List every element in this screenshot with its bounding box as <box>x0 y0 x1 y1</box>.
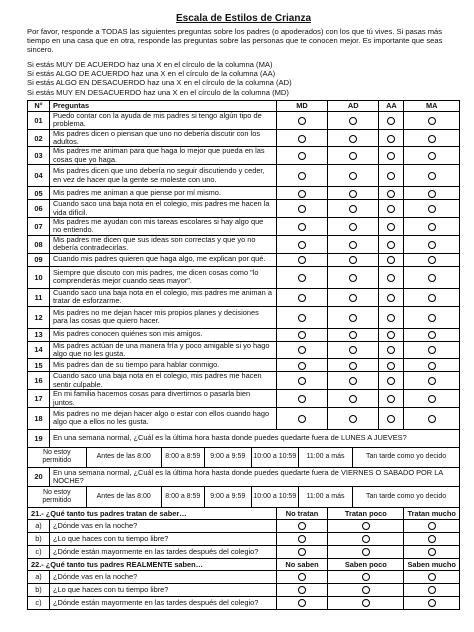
question-row <box>28 218 460 236</box>
radio-circle-icon[interactable] <box>362 522 370 530</box>
question-text: Cuando mis padres quieren que haga algo, me explican por qué. <box>49 253 276 266</box>
radio-circle-icon[interactable] <box>428 117 436 125</box>
radio-circle-icon[interactable] <box>362 573 370 581</box>
question-number: 11 <box>28 288 50 306</box>
question-row <box>28 359 460 372</box>
question-text: Mis padres actúan de una manera fría y poco amigable si yo hago algo que no les gusta. <box>49 341 276 359</box>
q20-option[interactable]: 8:00 a 8:59 <box>161 486 204 507</box>
question-text: Mis padres no me dejan hacer mis propios planes y decisiones para las cosas que quiero hacer. <box>49 306 276 328</box>
radio-circle-icon[interactable] <box>387 241 395 249</box>
q20-question: En una semana normal, ¿Cuál es la última hora hasta donde puedes quedarte fuera de VIERNES O SABADO POR LA NOCHE? <box>49 467 459 486</box>
radio-circle-icon[interactable] <box>362 586 370 594</box>
q21-col-header: No tratan <box>276 507 327 519</box>
option-ma[interactable] <box>404 359 460 372</box>
question-row <box>28 129 460 147</box>
radio-circle-icon[interactable] <box>428 274 436 282</box>
option-ad[interactable] <box>328 200 379 218</box>
radio-circle-icon[interactable] <box>428 395 436 403</box>
q22-option-1[interactable] <box>276 570 327 583</box>
q21-option-1[interactable] <box>276 519 327 532</box>
radio-circle-icon[interactable] <box>298 274 306 282</box>
header-ma: MA <box>404 100 460 111</box>
option-md[interactable] <box>276 288 327 306</box>
radio-circle-icon[interactable] <box>387 152 395 160</box>
radio-circle-icon[interactable] <box>298 117 306 125</box>
q21-row <box>28 545 460 558</box>
option-aa[interactable] <box>379 129 404 147</box>
option-ma[interactable] <box>404 306 460 328</box>
q19-option[interactable]: Tan tarde como yo decido <box>353 447 460 467</box>
radio-circle-icon[interactable] <box>428 314 436 322</box>
q20-row <box>28 467 460 486</box>
option-ma[interactable] <box>404 129 460 147</box>
q19-question: En una semana normal, ¿Cuál es la última hora hasta donde puedes quedarte fuera de LUNES A JUEVES? <box>49 429 459 447</box>
option-ma[interactable] <box>404 390 460 408</box>
q19-option[interactable]: Antes de las 8:00 <box>86 447 161 467</box>
radio-circle-icon[interactable] <box>387 362 395 370</box>
radio-circle-icon[interactable] <box>362 548 370 556</box>
question-row <box>28 111 460 129</box>
question-number: 13 <box>28 328 50 341</box>
page-title: Escala de Estilos de Crianza <box>175 13 312 24</box>
radio-circle-icon[interactable] <box>349 223 357 231</box>
q21-option-1[interactable] <box>276 545 327 558</box>
question-row <box>28 253 460 266</box>
question-row <box>28 390 460 408</box>
q21-option-3[interactable] <box>404 532 460 545</box>
option-ma[interactable] <box>404 111 460 129</box>
question-number: 02 <box>28 129 50 147</box>
q21-row-text: ¿Lo que haces con tu tiempo libre? <box>49 532 276 545</box>
option-ma[interactable] <box>404 288 460 306</box>
header-question: Preguntas <box>49 100 276 111</box>
q21-row-letter: a) <box>28 519 50 532</box>
question-number: 18 <box>28 407 50 429</box>
radio-circle-icon[interactable] <box>428 223 436 231</box>
questionnaire-table <box>27 100 460 610</box>
q22-col-header: No saben <box>276 558 327 570</box>
q21-option-3[interactable] <box>404 545 460 558</box>
option-md[interactable] <box>276 253 327 266</box>
question-row <box>28 341 460 359</box>
question-text: Cuando saco una baja nota en el colegio, mis padres me animan a tratar de esforzarme. <box>49 288 276 306</box>
question-number: 09 <box>28 253 50 266</box>
radio-circle-icon[interactable] <box>428 256 436 264</box>
radio-circle-icon[interactable] <box>298 377 306 385</box>
radio-circle-icon[interactable] <box>428 135 436 143</box>
question-row <box>28 288 460 306</box>
q19-number: 19 <box>28 429 50 447</box>
question-number: 10 <box>28 266 50 288</box>
option-ma[interactable] <box>404 328 460 341</box>
question-text: Siempre que discuto con mis padres, me dicen cosas como "lo comprenderás mejor cuando seas mayor". <box>49 266 276 288</box>
q21-row <box>28 519 460 532</box>
option-ad[interactable] <box>328 165 379 187</box>
option-ma[interactable] <box>404 187 460 200</box>
question-text: Mis padres me animan a que piense por mí mismo. <box>49 187 276 200</box>
q22-row <box>28 596 460 609</box>
q21-row <box>28 532 460 545</box>
q21-option-2[interactable] <box>328 532 404 545</box>
radio-circle-icon[interactable] <box>298 294 306 302</box>
option-md[interactable] <box>276 390 327 408</box>
option-md[interactable] <box>276 341 327 359</box>
option-aa[interactable] <box>379 218 404 236</box>
option-aa[interactable] <box>379 341 404 359</box>
q22-row-letter: c) <box>28 596 50 609</box>
q21-option-2[interactable] <box>328 519 404 532</box>
option-aa[interactable] <box>379 266 404 288</box>
option-md[interactable] <box>276 200 327 218</box>
option-ad[interactable] <box>328 253 379 266</box>
q22-header-row <box>28 558 460 570</box>
option-md[interactable] <box>276 235 327 253</box>
radio-circle-icon[interactable] <box>349 241 357 249</box>
q21-col-header: Tratan poco <box>328 507 404 519</box>
option-aa[interactable] <box>379 288 404 306</box>
radio-circle-icon[interactable] <box>387 314 395 322</box>
question-text: Mis padres conocen quiénes son mis amigos. <box>49 328 276 341</box>
option-ma[interactable] <box>404 165 460 187</box>
legend-aa: Si estás ALGO DE ACUERDO haz una X en el círculo de la columna (AA) <box>27 69 276 79</box>
q22-col-header: Saben mucho <box>404 558 460 570</box>
q22-option-3[interactable] <box>404 570 460 583</box>
q22-row <box>28 570 460 583</box>
radio-circle-icon[interactable] <box>298 599 306 607</box>
option-aa[interactable] <box>379 390 404 408</box>
q20-options-row <box>28 486 460 507</box>
question-text: Mis padres me dicen que sus ideas son correctas y que yo no debería contradecirlas. <box>49 235 276 253</box>
radio-circle-icon[interactable] <box>428 241 436 249</box>
option-md[interactable] <box>276 147 327 165</box>
option-aa[interactable] <box>379 187 404 200</box>
question-text: Mis padres dicen que uno debería no seguir discutiendo y ceder, en vez de hacer que la gente se moleste con uno. <box>49 165 276 187</box>
radio-circle-icon[interactable] <box>349 362 357 370</box>
radio-circle-icon[interactable] <box>387 117 395 125</box>
option-md[interactable] <box>276 266 327 288</box>
q19-option[interactable]: 10:00 a 10:59 <box>251 447 298 467</box>
option-aa[interactable] <box>379 306 404 328</box>
question-text: Mis padres dan de su tiempo para hablar conmigo. <box>49 359 276 372</box>
q20-option[interactable]: 9:00 a 9:59 <box>204 486 251 507</box>
radio-circle-icon[interactable] <box>428 331 436 339</box>
question-row <box>28 372 460 390</box>
q21-row-text: ¿Dónde están mayormente en las tardes después del colegio? <box>49 545 276 558</box>
option-ma[interactable] <box>404 341 460 359</box>
question-text: Mis padres me ayudan con mis tareas escolares si hay algo que no entiendo. <box>49 218 276 236</box>
question-row <box>28 147 460 165</box>
question-text: Mis padres no me dejan hacer algo o estar con ellos cuando hago algo que a ellos no les gusta. <box>49 407 276 429</box>
option-aa[interactable] <box>379 253 404 266</box>
radio-circle-icon[interactable] <box>298 586 306 594</box>
radio-circle-icon[interactable] <box>428 377 436 385</box>
q19-option[interactable]: 8:00 a 8:59 <box>161 447 204 467</box>
radio-circle-icon[interactable] <box>298 522 306 530</box>
question-row <box>28 235 460 253</box>
radio-circle-icon[interactable] <box>298 241 306 249</box>
radio-circle-icon[interactable] <box>298 135 306 143</box>
option-md[interactable] <box>276 306 327 328</box>
question-number: 07 <box>28 218 50 236</box>
radio-circle-icon[interactable] <box>387 294 395 302</box>
q21-option-3[interactable] <box>404 519 460 532</box>
question-number: 04 <box>28 165 50 187</box>
option-ma[interactable] <box>404 407 460 429</box>
q21-row-letter: c) <box>28 545 50 558</box>
q22-option-1[interactable] <box>276 596 327 609</box>
option-md[interactable] <box>276 218 327 236</box>
radio-circle-icon[interactable] <box>349 294 357 302</box>
q21-title: 21.- ¿Qué tanto tus padres tratan de saber… <box>28 507 277 519</box>
radio-circle-icon[interactable] <box>428 152 436 160</box>
radio-circle-icon[interactable] <box>387 274 395 282</box>
radio-circle-icon[interactable] <box>349 117 357 125</box>
radio-circle-icon[interactable] <box>387 346 395 354</box>
option-md[interactable] <box>276 407 327 429</box>
radio-circle-icon[interactable] <box>298 314 306 322</box>
radio-circle-icon[interactable] <box>298 190 306 198</box>
radio-circle-icon[interactable] <box>349 415 357 423</box>
question-row <box>28 407 460 429</box>
radio-circle-icon[interactable] <box>298 573 306 581</box>
option-ma[interactable] <box>404 266 460 288</box>
radio-circle-icon[interactable] <box>298 415 306 423</box>
radio-circle-icon[interactable] <box>387 135 395 143</box>
q21-row-letter: b) <box>28 532 50 545</box>
q22-row-text: ¿Dónde vas en la noche? <box>49 570 276 583</box>
option-md[interactable] <box>276 372 327 390</box>
radio-circle-icon[interactable] <box>428 346 436 354</box>
radio-circle-icon[interactable] <box>428 205 436 213</box>
option-md[interactable] <box>276 129 327 147</box>
option-ad[interactable] <box>328 147 379 165</box>
radio-circle-icon[interactable] <box>428 535 436 543</box>
q22-option-3[interactable] <box>404 596 460 609</box>
option-md[interactable] <box>276 328 327 341</box>
radio-circle-icon[interactable] <box>298 346 306 354</box>
option-ad[interactable] <box>328 111 379 129</box>
header-ad: AD <box>328 100 379 111</box>
q21-header-row <box>28 507 460 519</box>
option-ad[interactable] <box>328 359 379 372</box>
question-row <box>28 200 460 218</box>
option-aa[interactable] <box>379 372 404 390</box>
question-row <box>28 187 460 200</box>
option-md[interactable] <box>276 359 327 372</box>
radio-circle-icon[interactable] <box>298 331 306 339</box>
radio-circle-icon[interactable] <box>298 362 306 370</box>
q21-col-header: Tratan mucho <box>404 507 460 519</box>
q22-row-letter: a) <box>28 570 50 583</box>
radio-circle-icon[interactable] <box>298 152 306 160</box>
legend <box>27 60 460 97</box>
radio-circle-icon[interactable] <box>387 205 395 213</box>
question-text: Puedo contar con la ayuda de mis padres si tengo algún tipo de problema. <box>49 111 276 129</box>
question-number: 06 <box>28 200 50 218</box>
question-number: 05 <box>28 187 50 200</box>
header-num: N° <box>28 100 50 111</box>
option-ad[interactable] <box>328 218 379 236</box>
option-ad[interactable] <box>328 288 379 306</box>
header-aa: AA <box>379 100 404 111</box>
question-row <box>28 266 460 288</box>
header-row <box>28 100 460 111</box>
option-ad[interactable] <box>328 390 379 408</box>
radio-circle-icon[interactable] <box>349 172 357 180</box>
radio-circle-icon[interactable] <box>387 415 395 423</box>
option-ad[interactable] <box>328 235 379 253</box>
intro-text: Por favor, responde a TODAS las siguientes preguntas sobre los padres (o apoderados) con los que tú vives. Si pasas más tiempo en una casa que en otra, responde las preguntas sobre las personas que te conocen mejor. Es importante que seas sincero. <box>27 27 443 54</box>
q21-row-text: ¿Dónde vas en la noche? <box>49 519 276 532</box>
radio-circle-icon[interactable] <box>349 256 357 264</box>
option-ad[interactable] <box>328 266 379 288</box>
radio-circle-icon[interactable] <box>428 415 436 423</box>
q21-option-2[interactable] <box>328 545 404 558</box>
question-number: 16 <box>28 372 50 390</box>
q22-col-header: Saben poco <box>328 558 404 570</box>
option-aa[interactable] <box>379 200 404 218</box>
radio-circle-icon[interactable] <box>349 314 357 322</box>
q20-number: 20 <box>28 467 50 486</box>
q20-option[interactable]: 10:00 a 10:59 <box>251 486 298 507</box>
radio-circle-icon[interactable] <box>349 135 357 143</box>
option-aa[interactable] <box>379 359 404 372</box>
radio-circle-icon[interactable] <box>387 331 395 339</box>
option-ad[interactable] <box>328 407 379 429</box>
q22-row-letter: b) <box>28 583 50 596</box>
question-number: 14 <box>28 341 50 359</box>
radio-circle-icon[interactable] <box>298 205 306 213</box>
question-text: Mis padres me animan para que haga lo mejor que pueda en las cosas que yo haga. <box>49 147 276 165</box>
option-ad[interactable] <box>328 306 379 328</box>
option-aa[interactable] <box>379 147 404 165</box>
q20-option[interactable]: Tan tarde como yo decido <box>353 486 460 507</box>
radio-circle-icon[interactable] <box>428 362 436 370</box>
option-md[interactable] <box>276 111 327 129</box>
option-aa[interactable] <box>379 407 404 429</box>
radio-circle-icon[interactable] <box>428 172 436 180</box>
q19-row <box>28 429 460 447</box>
legend-ad: Si estás ALGO EN DESACUERDO haz una X en el círculo de la columna (AD) <box>27 78 292 88</box>
radio-circle-icon[interactable] <box>298 223 306 231</box>
radio-circle-icon[interactable] <box>387 223 395 231</box>
option-ma[interactable] <box>404 200 460 218</box>
q22-option-2[interactable] <box>328 583 404 596</box>
option-md[interactable] <box>276 187 327 200</box>
q22-option-3[interactable] <box>404 583 460 596</box>
q20-option[interactable]: No estoy permitido <box>28 486 87 507</box>
q22-option-2[interactable] <box>328 596 404 609</box>
question-text: Mis padres dicen o piensan que uno no debería discutir con los adultos. <box>49 129 276 147</box>
option-ma[interactable] <box>404 218 460 236</box>
radio-circle-icon[interactable] <box>428 522 436 530</box>
radio-circle-icon[interactable] <box>298 172 306 180</box>
option-aa[interactable] <box>379 165 404 187</box>
radio-circle-icon[interactable] <box>349 152 357 160</box>
question-row <box>28 306 460 328</box>
header-md: MD <box>276 100 327 111</box>
radio-circle-icon[interactable] <box>349 205 357 213</box>
question-number: 03 <box>28 147 50 165</box>
q22-option-1[interactable] <box>276 583 327 596</box>
option-ad[interactable] <box>328 129 379 147</box>
option-aa[interactable] <box>379 111 404 129</box>
question-number: 12 <box>28 306 50 328</box>
radio-circle-icon[interactable] <box>298 256 306 264</box>
radio-circle-icon[interactable] <box>428 599 436 607</box>
question-number: 01 <box>28 111 50 129</box>
question-number: 17 <box>28 390 50 408</box>
q19-option[interactable]: 11:00 a más <box>298 447 352 467</box>
radio-circle-icon[interactable] <box>349 395 357 403</box>
question-number: 15 <box>28 359 50 372</box>
question-number: 08 <box>28 235 50 253</box>
radio-circle-icon[interactable] <box>428 548 436 556</box>
option-ma[interactable] <box>404 147 460 165</box>
q19-option[interactable]: 9:00 a 9:59 <box>204 447 251 467</box>
radio-circle-icon[interactable] <box>362 599 370 607</box>
radio-circle-icon[interactable] <box>428 294 436 302</box>
radio-circle-icon[interactable] <box>428 586 436 594</box>
option-ma[interactable] <box>404 372 460 390</box>
radio-circle-icon[interactable] <box>387 377 395 385</box>
q19-option[interactable]: No estoy permitido <box>28 447 87 467</box>
option-ma[interactable] <box>404 253 460 266</box>
legend-ma: Si estás MUY DE ACUERDO haz una X en el círculo de la columna (MA) <box>27 60 273 69</box>
q22-title: 22.- ¿Qué tanto tus padres REALMENTE saben… <box>28 558 277 570</box>
radio-circle-icon[interactable] <box>362 535 370 543</box>
option-ad[interactable] <box>328 372 379 390</box>
option-md[interactable] <box>276 165 327 187</box>
q20-option[interactable]: Antes de las 8:00 <box>86 486 161 507</box>
radio-circle-icon[interactable] <box>349 346 357 354</box>
radio-circle-icon[interactable] <box>428 573 436 581</box>
question-text: En mi familia hacemos cosas para divertirnos o pasarla bien juntos. <box>49 390 276 408</box>
q22-row <box>28 583 460 596</box>
q19-options-row <box>28 447 460 467</box>
option-aa[interactable] <box>379 235 404 253</box>
q20-option[interactable]: 11:00 a más <box>298 486 352 507</box>
q22-option-2[interactable] <box>328 570 404 583</box>
radio-circle-icon[interactable] <box>349 274 357 282</box>
radio-circle-icon[interactable] <box>387 190 395 198</box>
option-ad[interactable] <box>328 328 379 341</box>
option-ad[interactable] <box>328 341 379 359</box>
radio-circle-icon[interactable] <box>349 190 357 198</box>
option-ma[interactable] <box>404 235 460 253</box>
question-text: Cuando saco una baja nota en el colegio, mis padres me hacen sentir culpable. <box>49 372 276 390</box>
radio-circle-icon[interactable] <box>349 377 357 385</box>
q22-row-text: ¿Lo que haces con tu tiempo libre? <box>49 583 276 596</box>
radio-circle-icon[interactable] <box>298 535 306 543</box>
q22-row-text: ¿Dónde están mayormente en las tardes después del colegio? <box>49 596 276 609</box>
radio-circle-icon[interactable] <box>428 190 436 198</box>
option-ad[interactable] <box>328 187 379 200</box>
q21-option-1[interactable] <box>276 532 327 545</box>
question-row <box>28 328 460 341</box>
radio-circle-icon[interactable] <box>387 256 395 264</box>
option-aa[interactable] <box>379 328 404 341</box>
question-row <box>28 165 460 187</box>
radio-circle-icon[interactable] <box>298 395 306 403</box>
question-text: Cuando saco una baja nota en el colegio, mis padres me hacen la vida difícil. <box>49 200 276 218</box>
radio-circle-icon[interactable] <box>387 395 395 403</box>
radio-circle-icon[interactable] <box>387 172 395 180</box>
radio-circle-icon[interactable] <box>298 548 306 556</box>
radio-circle-icon[interactable] <box>349 331 357 339</box>
legend-md: Si estás MUY EN DESACUERDO haz una X en el círculo de la columna (MD) <box>27 87 289 97</box>
